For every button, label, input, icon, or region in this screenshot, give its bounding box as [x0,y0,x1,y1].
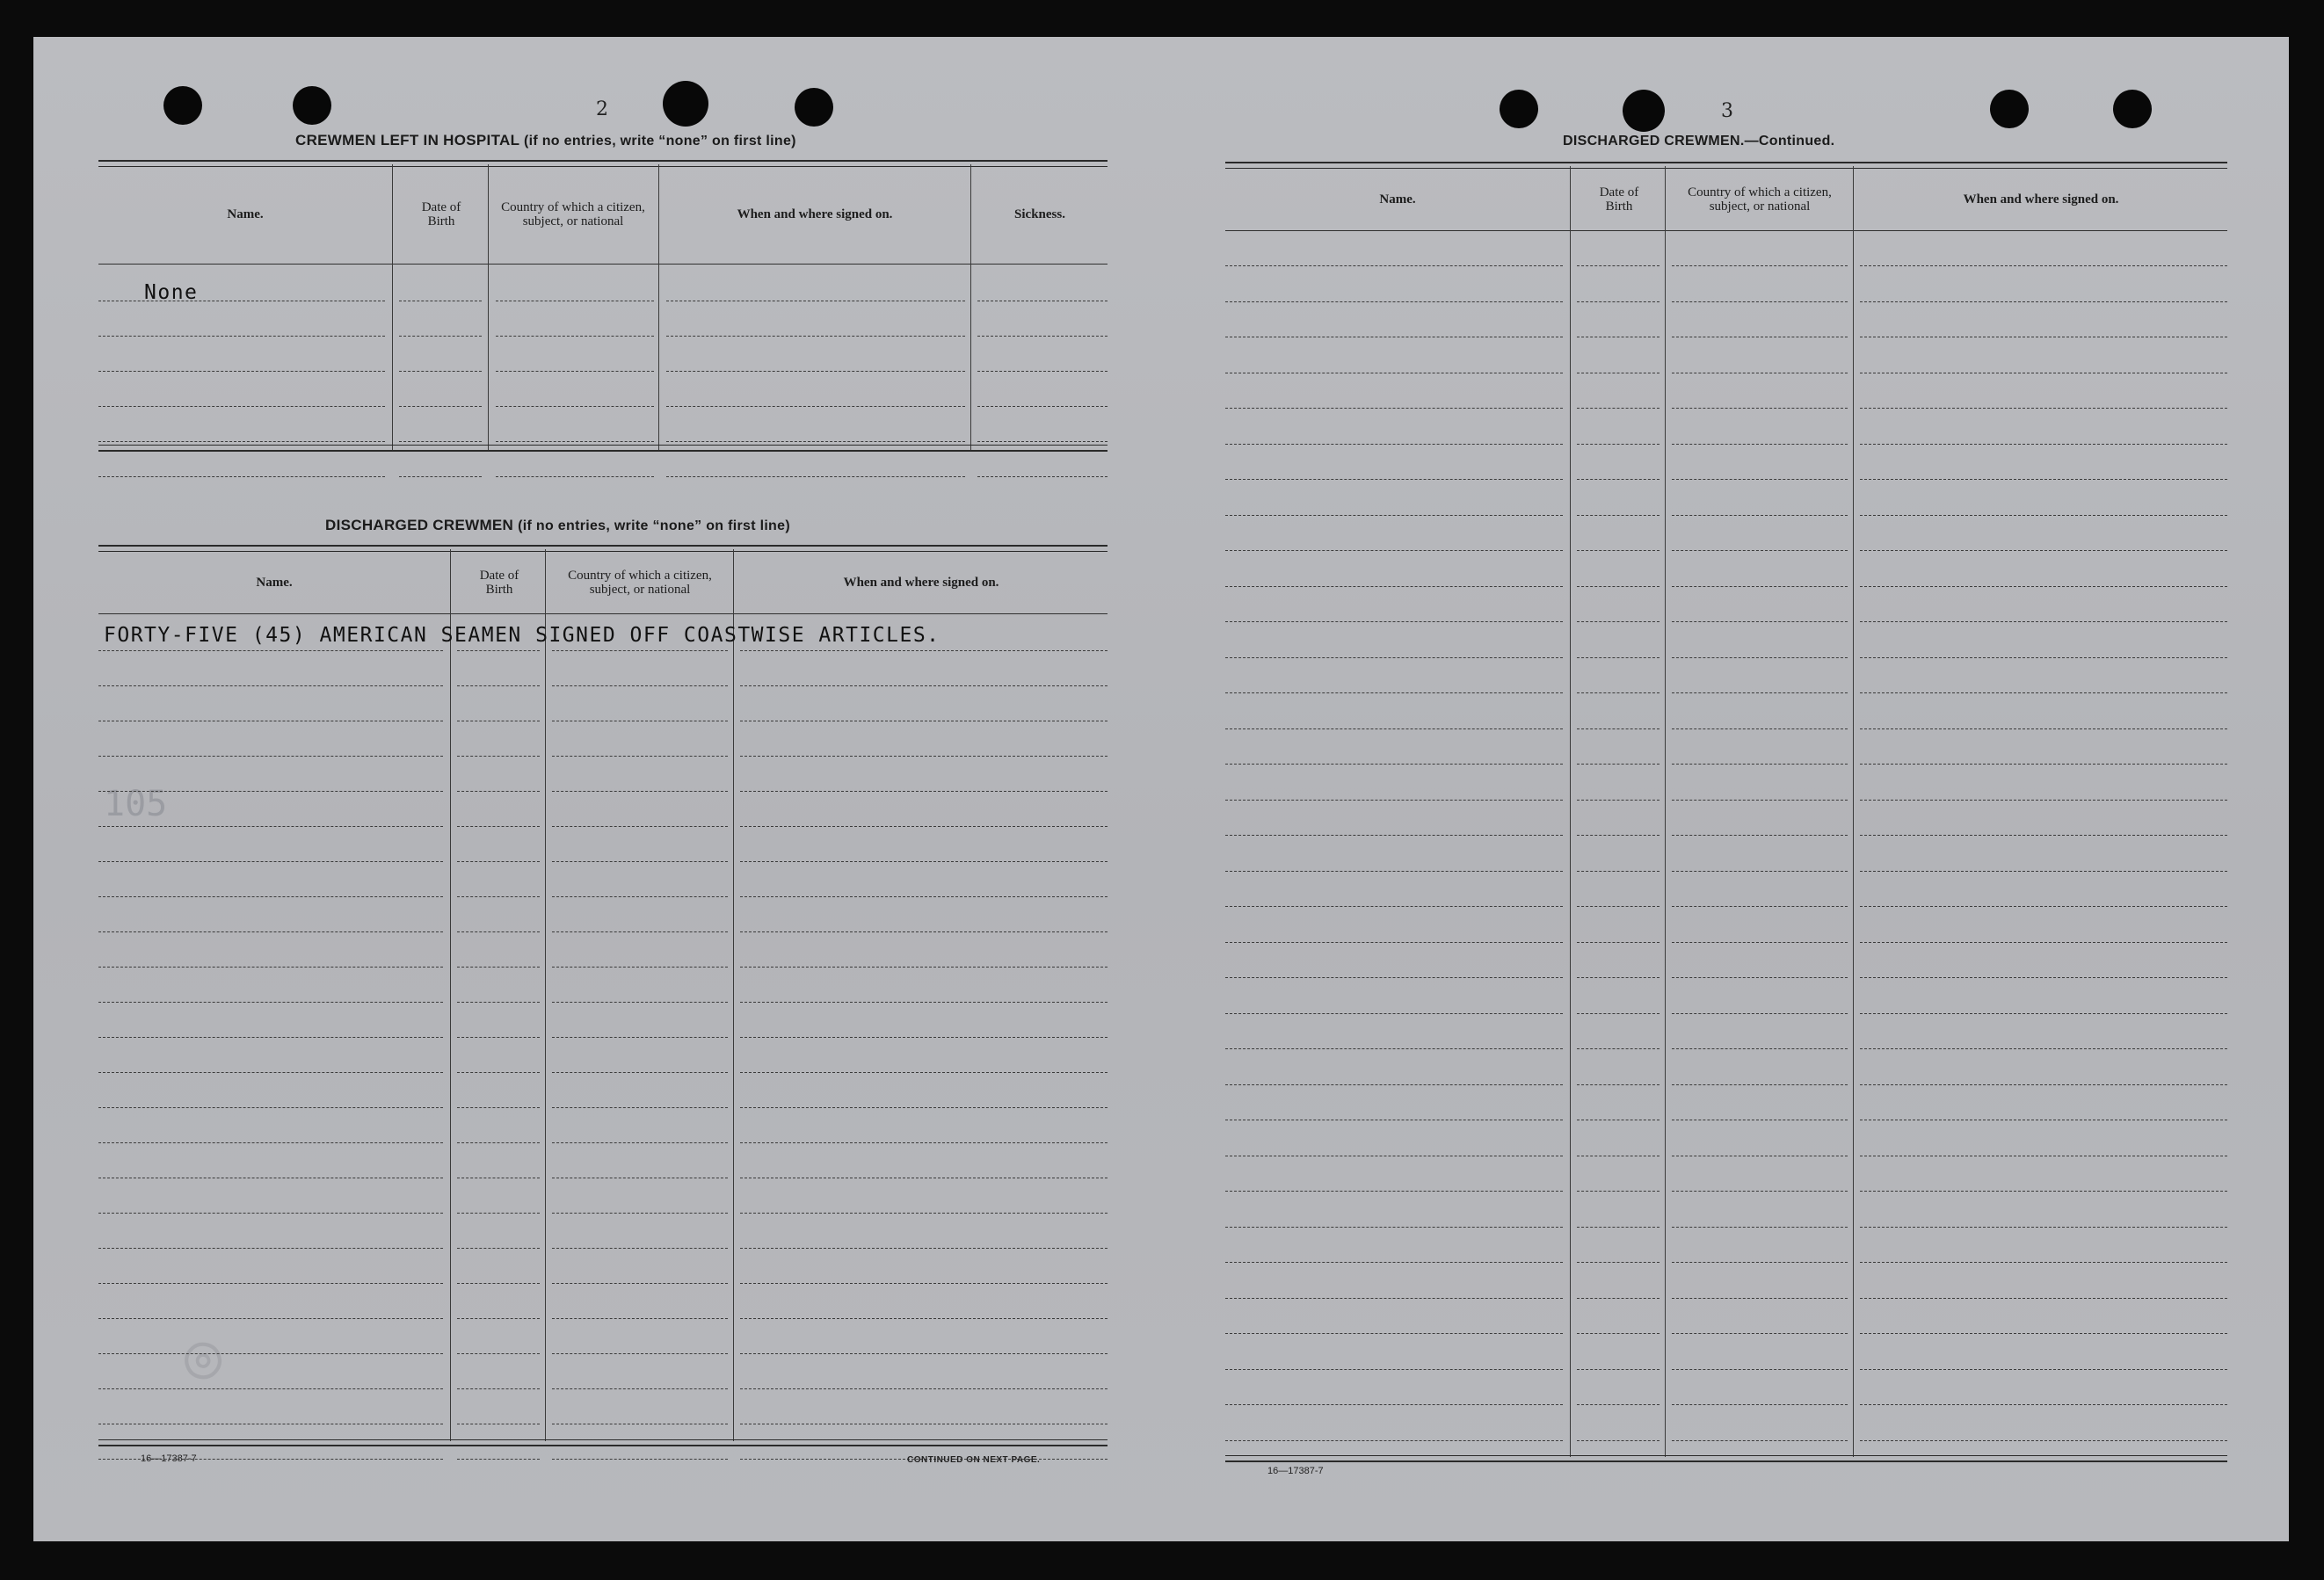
punch-hole [663,81,708,127]
dotted-line [399,441,482,442]
col-header-name: Name. [227,207,264,221]
dotted-line [1577,871,1659,872]
dotted-line [1577,1084,1659,1085]
dotted-line [98,861,443,862]
dotted-line [98,1388,443,1389]
dotted-line [1860,835,2227,836]
dotted-line [399,476,482,477]
dotted-line [1860,1298,2227,1299]
dotted-line [457,1142,540,1143]
dotted-line [1577,1191,1659,1192]
column-divider [392,164,393,452]
column-divider [1853,166,1854,1457]
dotted-line [457,756,540,757]
dotted-line [1225,444,1563,445]
dotted-line [1860,444,2227,445]
dotted-line [1672,1369,1848,1370]
col-header-country: Country of which a citizen, subject, or national [568,569,712,597]
dotted-line [1672,1084,1848,1085]
dotted-line [98,1248,443,1249]
dotted-line [457,1002,540,1003]
dotted-line [1577,906,1659,907]
col-header-dob: Date of Birth [479,569,519,597]
col-header-country: Country of which a citizen, subject, or national [1688,185,1832,214]
dotted-line [1577,1440,1659,1441]
dotted-line [552,931,728,932]
dotted-line [552,1283,728,1284]
dotted-line [1860,1013,2227,1014]
dotted-line [1860,550,2227,551]
discharged-title-text: DISCHARGED CREWMEN [325,517,514,533]
discharged-table [98,545,1108,1446]
dotted-line [1225,1404,1563,1405]
dotted-line [1672,1440,1848,1441]
dotted-line [1225,1227,1563,1228]
table-top-rule [1225,162,2227,169]
dotted-line [457,1318,540,1319]
dotted-line [740,1072,1108,1073]
dotted-line [1860,1048,2227,1049]
dotted-line [1225,692,1563,693]
dotted-line [740,931,1108,932]
dotted-line [496,476,654,477]
discharged-title-note: (if no entries, write “none” on first line) [518,518,790,533]
document-sheet [33,37,2289,1541]
dotted-line [1225,1048,1563,1049]
dotted-line [1672,1191,1848,1192]
col-header-dob: Date of Birth [1599,185,1639,214]
col-header-name: Name. [256,576,293,590]
table-top-rule [98,545,1108,552]
dotted-line [977,406,1108,407]
dotted-line [1672,1404,1848,1405]
dotted-line [399,406,482,407]
dotted-line [1225,906,1563,907]
dotted-line [1672,657,1848,658]
dotted-line [1672,550,1848,551]
dotted-line [977,476,1108,477]
dotted-line [1672,515,1848,516]
dotted-line [1577,942,1659,943]
punch-hole [163,86,202,125]
hospital-section-title [295,132,796,149]
dotted-line [1577,764,1659,765]
dotted-line [1672,835,1848,836]
dotted-line [1672,871,1848,872]
dotted-line [457,931,540,932]
dotted-line [457,1388,540,1389]
dotted-line [457,1459,540,1460]
dotted-line [1225,1262,1563,1263]
dotted-line [1672,1227,1848,1228]
dotted-line [1225,265,1563,266]
dotted-line [1577,515,1659,516]
dotted-line [552,1107,728,1108]
dotted-line [1225,1191,1563,1192]
dotted-line [1672,586,1848,587]
dotted-line [98,791,443,792]
dotted-line [666,406,965,407]
dotted-line [98,441,385,442]
dotted-line [740,896,1108,897]
dotted-line [98,967,443,968]
dotted-line [1672,1013,1848,1014]
column-divider [1665,166,1666,1457]
dotted-line [1860,1333,2227,1334]
dotted-line [1860,728,2227,729]
dotted-line [1860,301,2227,302]
dotted-line [740,1213,1108,1214]
dotted-line [552,650,728,651]
column-divider [733,549,734,1441]
dotted-line [1577,728,1659,729]
dotted-line [457,896,540,897]
column-divider [450,549,451,1441]
dotted-line [1860,265,2227,266]
dotted-line [740,1037,1108,1038]
dotted-line [1672,906,1848,907]
dotted-line [1672,1262,1848,1263]
dotted-line [1672,692,1848,693]
dotted-line [98,1037,443,1038]
bleed-through-mark: ◎ [171,1315,231,1396]
dotted-line [496,336,654,337]
dotted-line [1577,835,1659,836]
dotted-line [552,1037,728,1038]
table-bottom-rule [98,445,1108,452]
dotted-line [1672,479,1848,480]
table-bottom-rule [1225,1455,2227,1462]
dotted-line [1577,1333,1659,1334]
dotted-line [1860,479,2227,480]
dotted-line [740,1388,1108,1389]
col-header-sickness: Sickness. [1014,207,1065,221]
dotted-line [98,406,385,407]
hospital-title-text: CREWMEN LEFT IN HOSPITAL [295,132,519,149]
dotted-line [1860,1227,2227,1228]
punch-hole [293,86,331,125]
dotted-line [552,1213,728,1214]
dotted-line [552,1142,728,1143]
dotted-line [1225,764,1563,765]
dotted-line [740,1142,1108,1143]
discharged-section-title [325,517,790,534]
dotted-line [1225,835,1563,836]
dotted-line [552,1072,728,1073]
dotted-line [1672,1048,1848,1049]
dotted-line [1672,728,1848,729]
dotted-line [740,650,1108,651]
dotted-line [1577,977,1659,978]
dotted-line [399,336,482,337]
dotted-line [1860,657,2227,658]
table-top-rule [98,160,1108,167]
hospital-entry-name: None [144,281,199,304]
dotted-line [98,336,385,337]
dotted-line [740,685,1108,686]
dotted-line [977,371,1108,372]
dotted-line [98,756,443,757]
dotted-line [1672,977,1848,978]
dotted-line [1860,692,2227,693]
dotted-line [1577,657,1659,658]
continued-note: CONTINUED ON NEXT PAGE. [907,1455,1041,1465]
dotted-line [740,1318,1108,1319]
dotted-line [552,896,728,897]
dotted-line [98,1107,443,1108]
dotted-line [1225,515,1563,516]
dotted-line [1225,1084,1563,1085]
dotted-line [1225,479,1563,480]
dotted-line [457,1037,540,1038]
page-number-right: 3 [1721,100,1733,122]
column-divider [545,549,546,1441]
dotted-line [1860,1369,2227,1370]
column-divider [658,164,659,452]
dotted-line [457,1107,540,1108]
dotted-line [1577,1227,1659,1228]
header-rule [98,264,1108,265]
dotted-line [1672,942,1848,943]
dotted-line [552,1388,728,1389]
punch-hole [795,88,833,127]
dotted-line [1225,657,1563,658]
dotted-line [1225,728,1563,729]
dotted-line [457,1213,540,1214]
dotted-line [1225,408,1563,409]
dotted-line [740,861,1108,862]
dotted-line [552,861,728,862]
right-section-title: DISCHARGED CREWMEN.—Continued. [1563,134,1835,149]
dotted-line [1577,444,1659,445]
dotted-line [457,861,540,862]
dotted-line [98,1072,443,1073]
dotted-line [1860,1191,2227,1192]
dotted-line [1860,871,2227,872]
dotted-line [1577,301,1659,302]
dotted-line [98,1142,443,1143]
punch-hole [1990,90,2029,128]
col-header-dob: Date of Birth [421,200,461,228]
col-header-country: Country of which a citizen, subject, or national [501,200,645,228]
dotted-line [1672,265,1848,266]
discharged-continued-table [1225,162,2227,1462]
dotted-line [1860,906,2227,907]
dotted-line [1225,1298,1563,1299]
form-number-left: 16—17387-7 [141,1453,197,1464]
dotted-line [1225,586,1563,587]
dotted-line [98,1283,443,1284]
col-header-name: Name. [1379,192,1416,207]
col-header-signed-on: When and where signed on. [737,207,893,221]
dotted-line [552,1459,728,1460]
dotted-line [666,476,965,477]
dotted-line [496,406,654,407]
punch-hole [2113,90,2152,128]
col-header-signed-on: When and where signed on. [1963,192,2119,207]
dotted-line [740,1002,1108,1003]
dotted-line [1860,621,2227,622]
dotted-line [1860,1262,2227,1263]
dotted-line [1860,977,2227,978]
dotted-line [552,756,728,757]
dotted-line [1225,1333,1563,1334]
page-number-left: 2 [596,98,608,120]
dotted-line [496,371,654,372]
dotted-line [98,1353,443,1354]
dotted-line [1225,871,1563,872]
dotted-line [552,1318,728,1319]
dotted-line [740,756,1108,757]
dotted-line [98,826,443,827]
bleed-through-mark: 105 [104,784,168,824]
dotted-line [1577,1262,1659,1263]
dotted-line [98,896,443,897]
dotted-line [1225,550,1563,551]
header-rule [1225,230,2227,231]
dotted-line [98,931,443,932]
dotted-line [1577,408,1659,409]
header-rule [98,613,1108,614]
dotted-line [1577,1048,1659,1049]
dotted-line [552,685,728,686]
dotted-line [1577,479,1659,480]
dotted-line [1225,301,1563,302]
punch-hole [1623,90,1665,132]
dotted-line [740,1107,1108,1108]
dotted-line [1860,942,2227,943]
dotted-line [457,826,540,827]
dotted-line [457,650,540,651]
dotted-line [740,791,1108,792]
dotted-line [1860,764,2227,765]
dotted-line [1860,586,2227,587]
discharged-entry-text: FORTY-FIVE (45) AMERICAN SEAMEN SIGNED OFF COASTWISE ARTICLES. [104,624,940,647]
dotted-line [1860,408,2227,409]
dotted-line [1672,800,1848,801]
dotted-line [1860,515,2227,516]
dotted-line [98,1002,443,1003]
dotted-line [1672,408,1848,409]
dotted-line [740,826,1108,827]
dotted-line [1577,586,1659,587]
dotted-line [552,1002,728,1003]
dotted-line [1672,1298,1848,1299]
dotted-line [457,1353,540,1354]
dotted-line [552,967,728,968]
dotted-line [1225,942,1563,943]
dotted-line [98,1213,443,1214]
dotted-line [552,1353,728,1354]
dotted-line [666,336,965,337]
dotted-line [98,685,443,686]
dotted-line [1577,265,1659,266]
dotted-line [1860,1404,2227,1405]
hospital-table [98,160,1108,452]
dotted-line [98,650,443,651]
col-header-signed-on: When and where signed on. [843,576,999,590]
dotted-line [666,441,965,442]
dotted-line [457,1248,540,1249]
dotted-line [552,791,728,792]
dotted-line [457,791,540,792]
dotted-line [1672,1333,1848,1334]
dotted-line [552,1248,728,1249]
dotted-line [457,1072,540,1073]
dotted-line [1577,692,1659,693]
dotted-line [1672,764,1848,765]
dotted-line [740,1283,1108,1284]
dotted-line [1577,1298,1659,1299]
hospital-title-note: (if no entries, write “none” on first line) [523,134,796,149]
column-divider [488,164,489,452]
punch-hole [1500,90,1538,128]
dotted-line [740,1353,1108,1354]
dotted-line [1225,621,1563,622]
dotted-line [399,371,482,372]
dotted-line [98,371,385,372]
dotted-line [98,476,385,477]
dotted-line [1577,1369,1659,1370]
dotted-line [1225,1013,1563,1014]
column-divider [1570,166,1571,1457]
dotted-line [1577,1013,1659,1014]
dotted-line [552,826,728,827]
dotted-line [1860,800,2227,801]
dotted-line [740,1248,1108,1249]
dotted-line [977,441,1108,442]
dotted-line [1577,1404,1659,1405]
dotted-line [1225,1369,1563,1370]
dotted-line [666,371,965,372]
dotted-line [1225,1440,1563,1441]
form-number-right: 16—17387-7 [1267,1466,1324,1476]
dotted-line [1225,977,1563,978]
dotted-line [98,1318,443,1319]
dotted-line [1225,800,1563,801]
dotted-line [457,685,540,686]
table-bottom-rule [98,1439,1108,1446]
dotted-line [1577,800,1659,801]
dotted-line [740,967,1108,968]
dotted-line [457,1283,540,1284]
dotted-line [1860,1084,2227,1085]
dotted-line [1860,1440,2227,1441]
dotted-line [977,336,1108,337]
dotted-line [1672,621,1848,622]
dotted-line [1672,301,1848,302]
dotted-line [1577,621,1659,622]
dotted-line [457,967,540,968]
dotted-line [1672,444,1848,445]
column-divider [970,164,971,452]
dotted-line [1577,550,1659,551]
dotted-line [496,441,654,442]
